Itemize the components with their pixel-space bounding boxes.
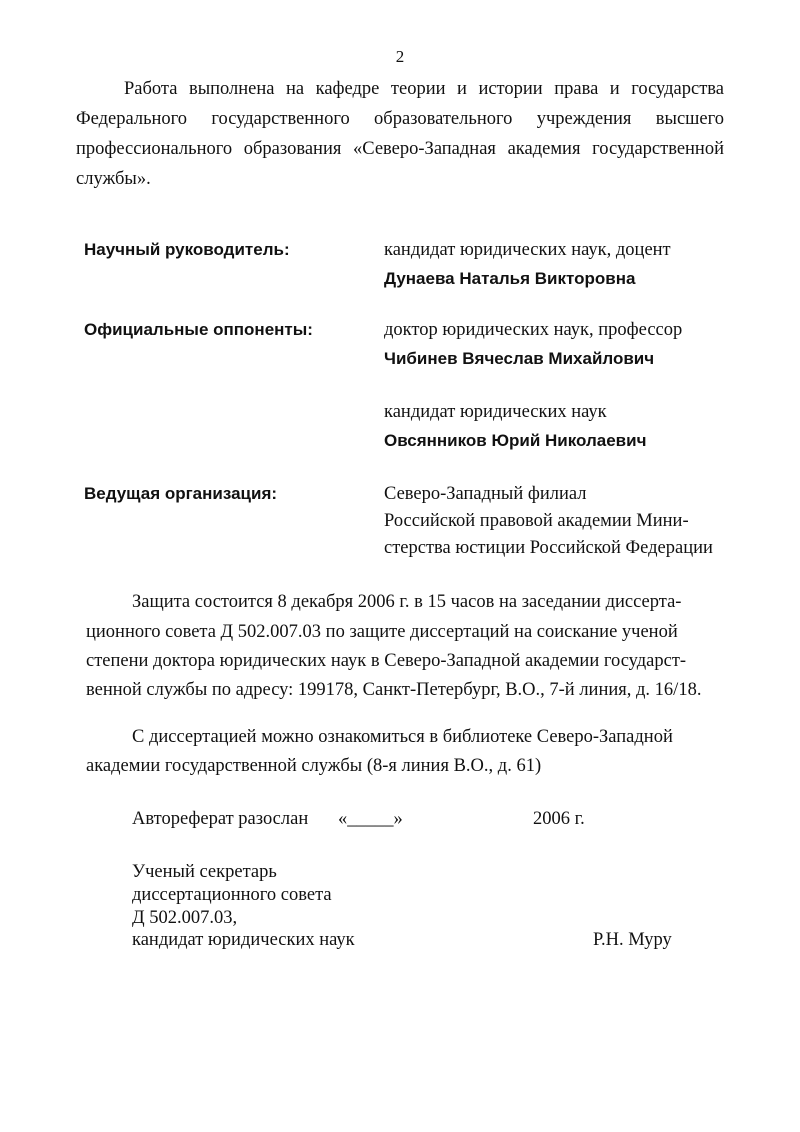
opponent-2-name: Овсянников Юрий Николаевич — [384, 431, 647, 450]
defense-line-1: Защита состоится 8 декабря 2006 г. в 15 часов на заседании диссерта- — [132, 592, 682, 612]
leading-org-line-3: стерства юстиции Российской Федерации — [384, 538, 713, 558]
page-number: 2 — [395, 47, 405, 66]
opponent-1-degree: доктор юридических наук, профессор — [384, 320, 683, 340]
opponents-label: Официальные оппоненты: — [84, 320, 313, 339]
leading-org-label: Ведущая организация: — [84, 484, 278, 503]
mailing-year: 2006 г. — [533, 809, 585, 829]
defense-line-3: степени доктора юридических наук в Северо-Западной академии государст- — [86, 651, 687, 671]
leading-org-line-2: Российской правовой академии Мини- — [384, 511, 689, 531]
supervisor-degree: кандидат юридических наук, доцент — [384, 240, 671, 260]
secretary-signature-name: Р.Н. Муру — [593, 930, 672, 950]
opponent-2-degree: кандидат юридических наук — [384, 402, 607, 422]
defense-line-4: венной службы по адресу: 199178, Санкт-Петербург, В.О., 7-й линия, д. 16/18. — [86, 680, 702, 700]
mailing-label: Автореферат разослан — [132, 809, 309, 829]
library-line-2: академии государственной службы (8-я линия В.О., д. 61) — [86, 756, 542, 776]
intro-paragraph: Работа выполнена на кафедре теории и истории права и государства Федерального государственного образовательного учреждения высшего профессионального образования «Северо-Западная академия государственной службы». — [76, 79, 724, 189]
secretary-line-4: кандидат юридических наук — [132, 930, 355, 950]
secretary-line-3: Д 502.007.03, — [132, 908, 238, 928]
mailing-date-placeholder: «_____» — [338, 809, 403, 829]
defense-line-2: ционного совета Д 502.007.03 по защите диссертаций на соискание ученой — [86, 622, 678, 642]
opponent-1-name: Чибинев Вячеслав Михайлович — [384, 349, 655, 368]
library-line-1: С диссертацией можно ознакомиться в библиотеке Северо-Западной — [132, 727, 673, 747]
secretary-line-2: диссертационного совета — [132, 885, 332, 905]
supervisor-name: Дунаева Наталья Викторовна — [384, 269, 636, 288]
supervisor-label: Научный руководитель: — [84, 240, 290, 259]
secretary-line-1: Ученый секретарь — [132, 862, 277, 882]
leading-org-line-1: Северо-Западный филиал — [384, 484, 587, 504]
